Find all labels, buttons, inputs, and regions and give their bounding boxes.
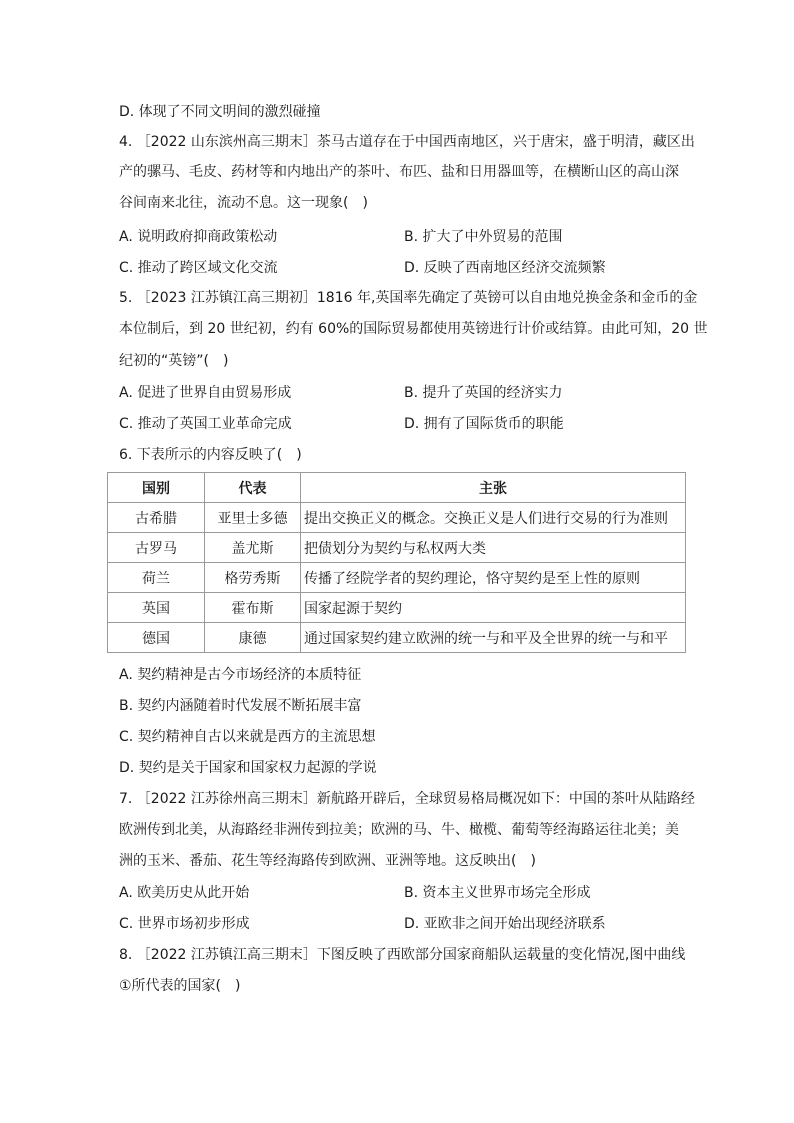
- q4-option-d: D. 反映了西南地区经济交流频繁: [404, 260, 606, 276]
- table-header-representative: 代表: [205, 473, 301, 503]
- table-cell-proposition: 提出交换正义的概念。交换正义是人们进行交易的行为准则: [301, 503, 686, 533]
- table-row: [108, 623, 686, 653]
- table-row: [108, 503, 686, 533]
- table-cell-proposition: 传播了经院学者的契约理论，恪守契约是至上性的原则: [301, 563, 686, 593]
- q5-stem-line-1: 5. ［2023 江苏镇江高三期初］1816 年,英国率先确定了英镑可以自由地兑换金条和金币的金: [119, 290, 698, 306]
- q8-stem-line-1: 8. ［2022 江苏镇江高三期末］下图反映了西欧部分国家商船队运载量的变化情况,图中曲线: [119, 947, 686, 963]
- q8-stem-line-2: ①所代表的国家( ): [119, 978, 241, 994]
- q5-stem-line-3: 纪初的“英镑”( ): [119, 353, 229, 369]
- table-row: [108, 593, 686, 623]
- q4-option-c: C. 推动了跨区域文化交流: [119, 260, 278, 276]
- q6-option-d: D. 契约是关于国家和国家权力起源的学说: [119, 760, 377, 776]
- table-row: [108, 563, 686, 593]
- table-cell-country: 英国: [108, 593, 205, 623]
- q5-option-b: B. 提升了英国的经济实力: [404, 385, 563, 401]
- table-cell-proposition: 把债划分为契约与私权两大类: [301, 533, 686, 563]
- q5-option-c: C. 推动了英国工业革命完成: [119, 416, 292, 432]
- q6-stem: 6. 下表所示的内容反映了( ): [119, 447, 302, 463]
- q4-stem-line-1: 4. ［2022 山东滨州高三期末］茶马古道存在于中国西南地区，兴于唐宋，盛于明清，藏区出: [119, 134, 695, 150]
- table-cell-representative: 盖尤斯: [205, 533, 301, 563]
- table-cell-proposition: 通过国家契约建立欧洲的统一与和平及全世界的统一与和平: [301, 623, 686, 653]
- q4-stem-line-2: 产的骡马、毛皮、药材等和内地出产的茶叶、布匹、盐和日用器皿等，在横断山区的高山深: [119, 164, 679, 180]
- q7-stem-line-3: 洲的玉米、番茄、花生等经海路传到欧洲、亚洲等地。这反映出( ): [119, 853, 536, 869]
- table-cell-representative: 康德: [205, 623, 301, 653]
- table-row: [108, 533, 686, 563]
- table-cell-country: 古罗马: [108, 533, 205, 563]
- q7-stem-line-1: 7. ［2022 江苏徐州高三期末］新航路开辟后，全球贸易格局概况如下：中国的茶叶从陆路经: [119, 791, 695, 807]
- table-header-proposition: 主张: [301, 473, 686, 503]
- q5-stem-line-2: 本位制后，到 20 世纪初，约有 60%的国际贸易都使用英镑进行计价或结算。由此可知，20 世: [119, 321, 708, 337]
- table-cell-representative: 霍布斯: [205, 593, 301, 623]
- table-header-row: [108, 473, 686, 503]
- q6-option-b: B. 契约内涵随着时代发展不断拓展丰富: [119, 698, 362, 714]
- q6-table: [107, 472, 686, 653]
- table-cell-representative: 格劳秀斯: [205, 563, 301, 593]
- table-header-country: 国别: [108, 473, 205, 503]
- table-cell-country: 古希腊: [108, 503, 205, 533]
- q4-stem-line-3: 谷间南来北往，流动不息。这一现象( ): [119, 195, 368, 211]
- table-cell-representative: 亚里士多德: [205, 503, 301, 533]
- q5-option-d: D. 拥有了国际货币的职能: [404, 416, 564, 432]
- table-cell-proposition: 国家起源于契约: [301, 593, 686, 623]
- q7-stem-line-2: 欧洲传到北美，从海路经非洲传到拉美；欧洲的马、牛、橄榄、葡萄等经海路运往北美；美: [119, 822, 679, 838]
- q7-option-a: A. 欧美历史从此开始: [119, 885, 250, 901]
- q7-option-d: D. 亚欧非之间开始出现经济联系: [404, 916, 606, 932]
- q6-option-c: C. 契约精神自古以来就是西方的主流思想: [119, 729, 376, 745]
- q5-option-a: A. 促进了世界自由贸易形成: [119, 385, 292, 401]
- q4-option-b: B. 扩大了中外贸易的范围: [404, 229, 563, 245]
- table-cell-country: 荷兰: [108, 563, 205, 593]
- q4-option-a: A. 说明政府抑商政策松动: [119, 229, 278, 245]
- q3-option-d: D. 体现了不同文明间的激烈碰撞: [119, 104, 321, 120]
- q7-option-b: B. 资本主义世界市场完全形成: [404, 885, 591, 901]
- table-cell-country: 德国: [108, 623, 205, 653]
- q7-option-c: C. 世界市场初步形成: [119, 916, 250, 932]
- q6-option-a: A. 契约精神是古今市场经济的本质特征: [119, 667, 362, 683]
